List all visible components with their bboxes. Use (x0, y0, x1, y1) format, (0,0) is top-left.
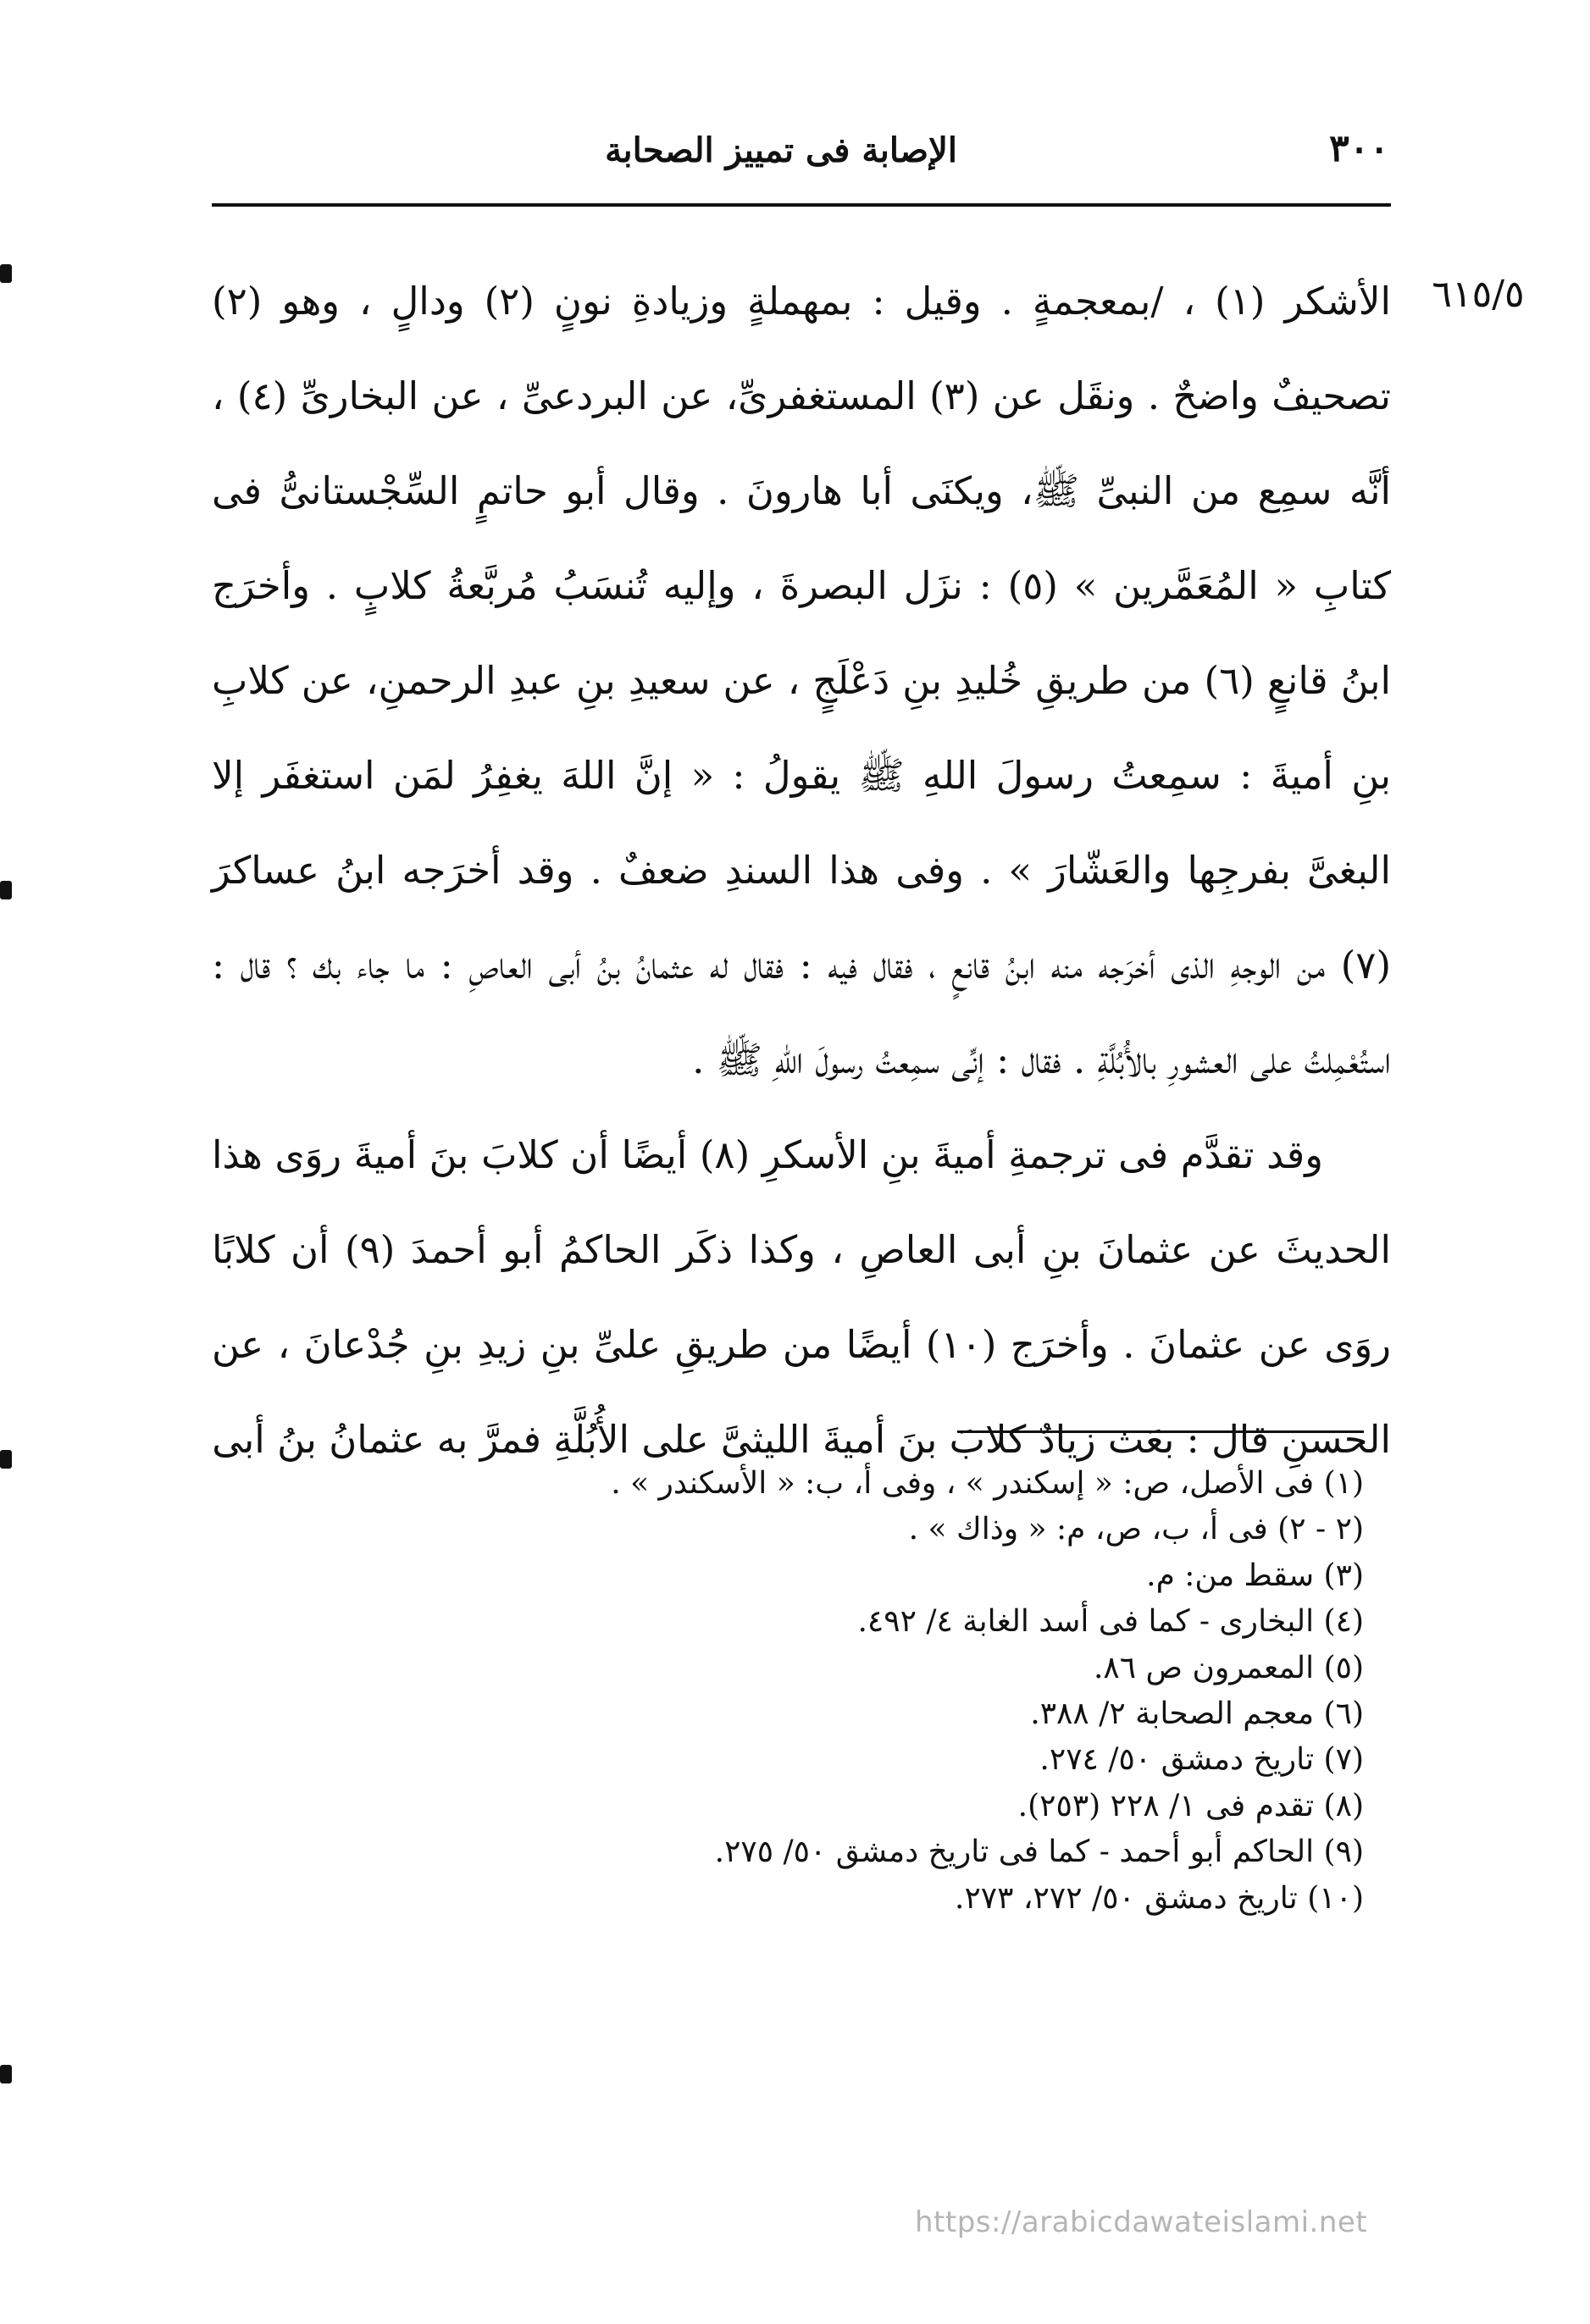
footnote-item: (٧) تاريخ دمشق ٥٠/ ٢٧٤. (1039, 1742, 1364, 1778)
scan-mark (0, 2065, 12, 2083)
footnote-item: (٨) تقدم فى ١/ ٢٢٨ (٢٥٣). (1017, 1788, 1364, 1823)
footnote-item: (٢ - ٢) فى أ، ب، ص، م: « وذاك » . (908, 1512, 1364, 1547)
margin-reference: ٦١٥/٥ (1432, 273, 1525, 316)
page-header (212, 127, 1389, 178)
footnote-item: (٤) البخارى - كما فى أسد الغابة ٤/ ٤٩٢. (857, 1604, 1364, 1640)
watermark-url: https://arabicdawateislami.net (915, 2205, 1368, 2239)
scan-mark (0, 264, 12, 283)
main-text (212, 254, 1391, 1487)
page-number: ٣٠٠ (1329, 127, 1389, 170)
header-rule (212, 203, 1391, 207)
running-title: الإصابة فى تمييز الصحابة (605, 130, 957, 170)
footnote-item: (٩) الحاكم أبو أحمد - كما فى تاريخ دمشق ٥٠/ ٢٧٥. (714, 1834, 1364, 1870)
footnote-item: (٦) معجم الصحابة ٢/ ٣٨٨. (1030, 1696, 1364, 1732)
footnote-item: (٣) سقط من: م. (1146, 1558, 1364, 1593)
scan-mark (0, 881, 12, 899)
paragraph-1: الأشكر (١) ، /بمعجمةٍ . وقيل : بمهملةٍ وزيادةِ نونٍ (٢) ودالٍ ، وهو (٢) تصحيفٌ واضحٌ . ونقَل عن (٣) المستغفرىِّ، عن البردعىِّ ، عن البخارىِّ (٤) ، أنَّه سمِع من النبىِّ ﷺ، ويكنَى أبا هارونَ . وقال أبو حاتمٍ السِّجْستانىُّ فى كتابِ « المُعَمَّرين » (٥) : نزَل البصرةَ ، وإليه تُنسَبُ مُربَّعةُ كلابٍ . وأخرَج ابنُ قانعٍ (٦) من طريقِ خُليدِ بنِ دَعْلَجٍ ، عن سعيدِ بنِ عبدِ الرحمنِ، عن كلابِ بنِ أميةَ : سمِعتُ رسولَ اللهِ ﷺ يقولُ : « إنَّ اللهَ يغفِرُ لمَن استغفَر إلا البغىَّ بفرجِها والعَشّارَ » . وفى هذا السندِ ضعفٌ . وقد أخرَجه ابنُ عساكرَ (٧) من الوجهِ الذى أخرَجه منه ابنُ قانعٍ ، فقال فيه : فقال له عثمانُ بنُ أبى العاصِ : ما جاء بك ؟ قال : استُعْمِلتُ على العشورِ بالأُبُلَّةِ . فقال : إنِّى سمِعتُ رسولَ اللهِ ﷺ . (212, 279, 1391, 1082)
footnote-item: (١) فى الأصل، ص: « إسكندر » ، وفى أ، ب: « الأسكندر » . (611, 1466, 1364, 1501)
scan-mark (0, 1450, 12, 1469)
footnotes-list (212, 1461, 1364, 1922)
footnote-item: (١٠) تاريخ دمشق ٥٠/ ٢٧٢، ٢٧٣. (955, 1880, 1364, 1916)
footnote-item: (٥) المعمرون ص ٨٦. (1093, 1650, 1364, 1685)
paragraph-2: وقد تقدَّم فى ترجمةِ أميةَ بنِ الأسكرِ (٨) أيضًا أن كلابَ بنَ أميةَ روَى هذا الحديثَ عن عثمانَ بنِ أبى العاصِ ، وكذا ذكَر الحاكمُ أبو أحمدَ (٩) أن كلابًا روَى عن عثمانَ . وأخرَج (١٠) أيضًا من طريقِ علىِّ بنِ زيدِ بنِ جُدْعانَ ، عن الحسنِ قال : بعَث زيادٌ كلابَ بنَ أميةَ الليثىَّ على الأُبُلَّةِ فمرَّ به عثمانُ بنُ أبى (212, 1132, 1391, 1462)
footnote-separator (957, 1430, 1364, 1433)
